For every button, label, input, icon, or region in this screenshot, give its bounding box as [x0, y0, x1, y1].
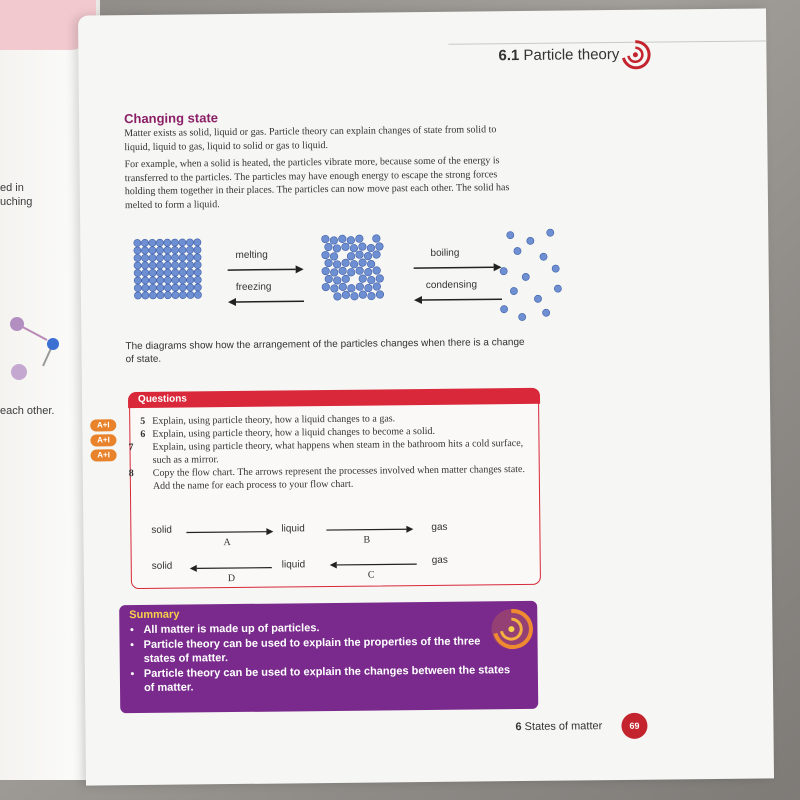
particle [186, 261, 193, 268]
flow-label-D: D [227, 573, 236, 585]
particle [164, 239, 171, 246]
particle [179, 291, 186, 298]
particle [179, 276, 186, 283]
particle [156, 247, 163, 254]
particle [186, 254, 193, 261]
particle [142, 292, 149, 299]
paragraph-example: For example, when a solid is heated, the particles vibrate more, because some of the energy is transferred to the particles. The particles may have enough energy to escape the strong forces holding them together in their places. The particles can now move past each other. The solid has melted to form a liquid. [124, 155, 510, 211]
particle [157, 277, 164, 284]
particle [372, 235, 380, 243]
particle [194, 261, 201, 268]
question-text: Copy the flow chart. The arrows represent the processes involved when matter changes state. Add the name for each process to your flow chart. [152, 463, 526, 492]
question-text: Explain, using particle theory, what happens when steam in the bathroom hits a cold surface, such as a mirror. [152, 437, 524, 466]
particle [322, 251, 330, 259]
particle [164, 277, 171, 284]
particle [510, 287, 517, 294]
aplusi-badge: A+I [90, 434, 116, 446]
questions-box [129, 393, 541, 589]
particle [157, 284, 164, 291]
particle [365, 284, 373, 292]
particle [141, 254, 148, 261]
particle [514, 247, 521, 254]
particle [164, 269, 171, 276]
particle [359, 291, 367, 299]
particle [519, 313, 526, 320]
questions-title: Questions [128, 388, 540, 408]
left-page-text-fragment: each other. [0, 405, 55, 417]
particle [333, 245, 341, 253]
changing-state-heading: Changing state [123, 110, 219, 127]
particle [356, 267, 364, 275]
particle [342, 291, 350, 299]
particle [149, 254, 156, 261]
particle [333, 261, 341, 269]
particle [194, 254, 201, 261]
particle [186, 239, 193, 246]
particle [359, 259, 367, 267]
particle [134, 262, 141, 269]
particle [156, 239, 163, 246]
particle [179, 246, 186, 253]
particle [325, 243, 333, 251]
particle [164, 262, 171, 269]
particle [186, 246, 193, 253]
particle [347, 252, 355, 260]
particle [172, 284, 179, 291]
flow-solid: solid [151, 524, 173, 536]
particle [179, 239, 186, 246]
particle [149, 262, 156, 269]
flow-chart-arrows [130, 394, 540, 588]
particle [367, 244, 375, 252]
particle [356, 283, 364, 291]
particle [157, 292, 164, 299]
summary-list [129, 619, 514, 696]
particle [157, 269, 164, 276]
paragraph-intro: Matter exists as solid, liquid or gas. Particle theory can explain changes of state from solid to liquid, liquid to gas, liquid to solid or gas to liquid. [124, 124, 497, 153]
flow-label-A: A [223, 537, 231, 549]
question-text: Explain, using particle theory, how a liquid changes to become a solid. [152, 425, 436, 440]
particle [134, 284, 141, 291]
particle [194, 276, 201, 283]
gas-particles [500, 229, 562, 321]
solid-particles [134, 239, 202, 299]
particle [142, 269, 149, 276]
particle [172, 269, 179, 276]
question-text: Explain, using particle theory, how a liquid changes to a gas. [152, 413, 396, 427]
particle [339, 267, 347, 275]
particle [338, 235, 346, 243]
particle [322, 283, 330, 291]
particle [350, 244, 358, 252]
particle [194, 291, 201, 298]
particle [171, 246, 178, 253]
particle [164, 254, 171, 261]
particle [149, 277, 156, 284]
particle [134, 277, 141, 284]
left-page-molecule-illustration [5, 310, 75, 390]
particle [367, 276, 375, 284]
particle [179, 254, 186, 261]
states-of-matter-diagram [125, 229, 566, 334]
particle [527, 237, 534, 244]
particle [322, 267, 330, 275]
question-number: 5 [140, 415, 146, 427]
label-boiling: boiling [430, 247, 460, 259]
particle [347, 236, 355, 244]
summary-box [119, 601, 538, 713]
particle [330, 237, 338, 245]
condensing-arrow [422, 299, 502, 300]
flow-gas: gas [431, 554, 448, 566]
question-number: 6 [140, 428, 146, 440]
particle [149, 292, 156, 299]
flow-solid: solid [151, 560, 173, 572]
particle [134, 239, 141, 246]
particle [350, 260, 358, 268]
particle [149, 239, 156, 246]
particle [141, 239, 148, 246]
particle [554, 285, 561, 292]
particle [542, 309, 549, 316]
particle [348, 284, 356, 292]
particle [156, 262, 163, 269]
flow-gas: gas [431, 521, 448, 533]
particle [359, 275, 367, 283]
particle [194, 269, 201, 276]
page-number: 69 [621, 713, 647, 739]
particle [179, 261, 186, 268]
particle [547, 229, 554, 236]
question-number: 8 [128, 468, 134, 480]
summary-point: • Particle theory can be used to explain the properties of the three states of matter. [144, 634, 514, 666]
particle [522, 273, 529, 280]
particle [356, 251, 364, 259]
particle [187, 291, 194, 298]
particle [347, 268, 355, 276]
particle [156, 254, 163, 261]
particle [194, 246, 201, 253]
melting-arrow [228, 269, 296, 270]
flow-label-B: B [363, 534, 371, 546]
particle [373, 251, 381, 259]
particle [373, 267, 381, 275]
particle [534, 295, 541, 302]
chapter-footer [515, 720, 602, 733]
particle [164, 284, 171, 291]
particle [507, 231, 514, 238]
particle [142, 284, 149, 291]
label-melting: melting [235, 249, 268, 261]
section-heading [498, 46, 619, 64]
flow-liquid: liquid [281, 559, 306, 571]
particle [141, 262, 148, 269]
particle [187, 284, 194, 291]
section-number: 6.1 [498, 47, 520, 65]
particle [334, 293, 342, 301]
summary-title: Summary [129, 608, 180, 622]
particle [164, 292, 171, 299]
freezing-arrow [236, 301, 304, 302]
particle [364, 268, 372, 276]
particle [149, 269, 156, 276]
particle [322, 235, 330, 243]
particle [325, 259, 333, 267]
particle [172, 276, 179, 283]
particle [500, 306, 507, 313]
particle [149, 247, 156, 254]
particle [134, 254, 141, 261]
particle [194, 239, 201, 246]
particle [171, 239, 178, 246]
particle [540, 253, 547, 260]
section-title: Particle theory [523, 45, 620, 64]
label-freezing: freezing [235, 281, 272, 293]
chapter-title: States of matter [524, 720, 603, 733]
summary-point: • All matter is made up of particles. [143, 619, 513, 637]
question-number: 7 [128, 442, 134, 454]
particle [351, 292, 359, 300]
summary-point: • Particle theory can be used to explain the changes between the states of matter. [144, 663, 514, 695]
particle [330, 269, 338, 277]
particle [342, 243, 350, 251]
particle [333, 277, 341, 285]
particle [342, 259, 350, 267]
particle [179, 269, 186, 276]
particle [500, 268, 507, 275]
particle [325, 275, 333, 283]
particle [171, 254, 178, 261]
left-page-text-fragment: ed in [0, 182, 24, 194]
particle [331, 285, 339, 293]
particle [552, 265, 559, 272]
particle [141, 247, 148, 254]
particle [376, 243, 384, 251]
particle [171, 261, 178, 268]
particle [376, 275, 384, 283]
summary-swirl-icon [489, 607, 533, 651]
liquid-particles [322, 235, 384, 301]
diagram-caption: The diagrams show how the arrangement of the particles changes when there is a change of state. [125, 336, 525, 366]
particle [134, 247, 141, 254]
particle [364, 252, 372, 260]
particle [373, 283, 381, 291]
flow-liquid: liquid [281, 523, 305, 535]
particle [359, 243, 367, 251]
chapter-number: 6 [515, 721, 522, 734]
label-condensing: condensing [425, 279, 478, 291]
aplusi-badge: A+I [91, 449, 117, 461]
textbook-page [78, 8, 774, 785]
particle [330, 253, 338, 261]
particle [149, 284, 156, 291]
particle [179, 284, 186, 291]
particle [134, 292, 141, 299]
flow-label-C: C [367, 569, 375, 581]
particle [194, 284, 201, 291]
particle [342, 275, 350, 283]
particle [355, 235, 363, 243]
particle [142, 277, 149, 284]
aplusi-badge: A+I [90, 419, 116, 431]
particle [164, 247, 171, 254]
particle [376, 291, 384, 299]
particle [367, 260, 375, 268]
particle [339, 283, 347, 291]
particle [187, 269, 194, 276]
particle [172, 291, 179, 298]
particle [187, 276, 194, 283]
swirl-logo-icon [618, 38, 652, 72]
boiling-arrow [414, 267, 494, 268]
left-page-text-fragment: uching [0, 196, 33, 208]
particle [368, 292, 376, 300]
particle [134, 269, 141, 276]
